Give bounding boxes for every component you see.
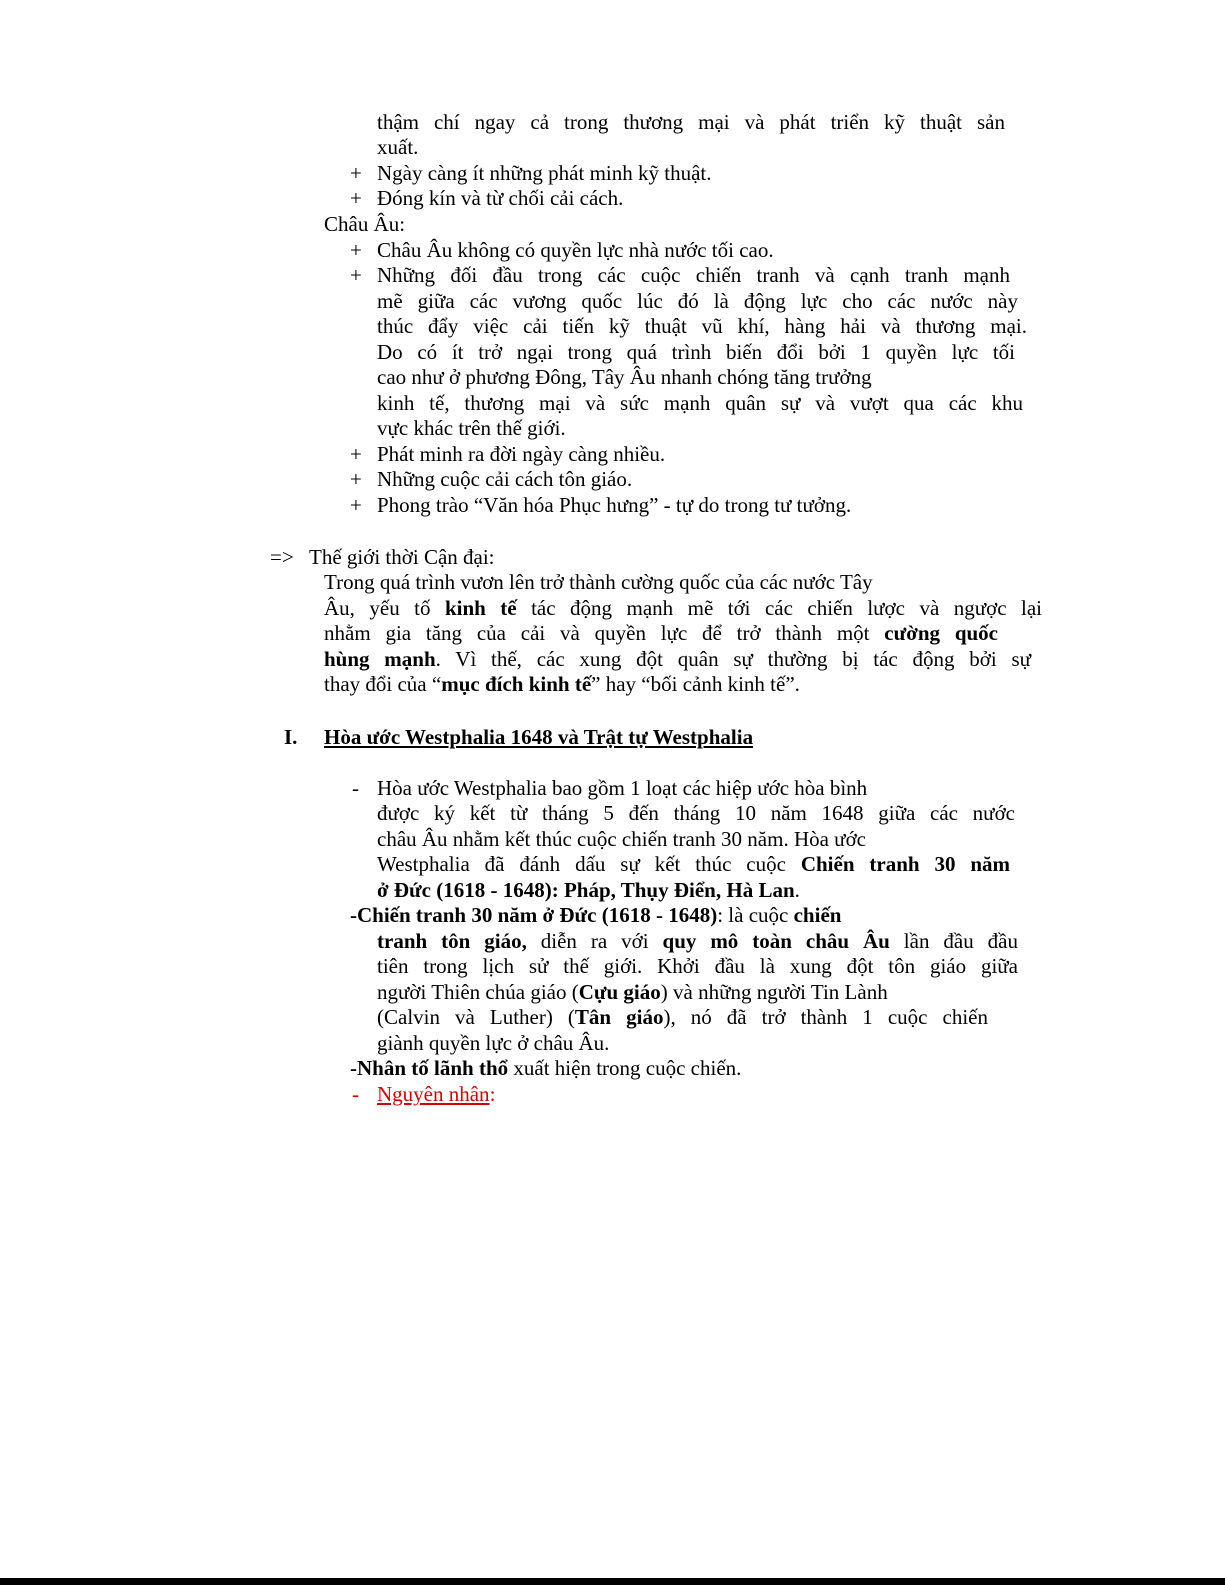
bullet-marker: + <box>350 442 362 466</box>
bullet-text-line: Những đối đầu trong các cuộc chiến tranh và cạnh tranh mạnh <box>377 263 1010 287</box>
arrow-marker: => <box>270 545 294 569</box>
bullet-text-line: cao như ở phương Đông, Tây Âu nhanh chóng tăng trưởng <box>377 365 872 389</box>
bullet-text: Ngày càng ít những phát minh kỹ thuật. <box>377 161 712 185</box>
bullet-marker: + <box>350 238 362 262</box>
bullet-marker: + <box>350 186 362 210</box>
paragraph-line: -Chiến tranh 30 năm ở Đức (1618 - 1648): là cuộc chiến <box>350 903 842 927</box>
bullet-marker: + <box>350 493 362 517</box>
bullet-text: Những cuộc cải cách tôn giáo. <box>377 467 633 491</box>
paragraph-line: tiên trong lịch sử thế giới. Khởi đầu là xung đột tôn giáo giữa <box>377 954 1018 978</box>
bullet-text: Phong trào “Văn hóa Phục hưng” - tự do trong tư tưởng. <box>377 493 852 517</box>
europe-heading: Châu Âu: <box>324 212 406 236</box>
paragraph-line: (Calvin và Luther) (Tân giáo), nó đã trở thành 1 cuộc chiến <box>377 1005 988 1029</box>
paragraph-line: ở Đức (1618 - 1648): Pháp, Thụy Điển, Hà Lan. <box>377 878 800 902</box>
paragraph-line: hùng mạnh. Vì thế, các xung đột quân sự thường bị tác động bởi sự <box>324 647 1032 671</box>
paragraph-line: thay đổi của “mục đích kinh tế” hay “bối cảnh kinh tế”. <box>324 672 800 696</box>
paragraph-line: Hòa ước Westphalia bao gồm 1 loạt các hiệp ước hòa bình <box>377 776 868 800</box>
conclusion-heading: Thế giới thời Cận đại: <box>309 545 495 569</box>
paragraph-line: Âu, yếu tố kinh tế tác động mạnh mẽ tới các chiến lược và ngược lại <box>324 596 1042 620</box>
paragraph-line: Trong quá trình vươn lên trở thành cường quốc của các nước Tây <box>324 570 873 594</box>
bullet-text-line: vực khác trên thế giới. <box>377 416 566 440</box>
bullet-text: Phát minh ra đời ngày càng nhiều. <box>377 442 666 466</box>
paragraph-line: tranh tôn giáo, diễn ra với quy mô toàn châu Âu lần đầu đầu <box>377 929 1018 953</box>
page-bottom-border <box>0 1578 1225 1585</box>
bullet-text-line: kinh tế, thương mại và sức mạnh quân sự và vượt qua các khu <box>377 391 1023 415</box>
bullet-text-line: mẽ giữa các vương quốc lúc đó là động lực cho các nước này <box>377 289 1018 313</box>
paragraph-line: giành quyền lực ở châu Âu. <box>377 1031 610 1055</box>
paragraph-line: Westphalia đã đánh dấu sự kết thúc cuộc Chiến tranh 30 năm <box>377 852 1011 876</box>
bullet-marker: + <box>350 263 362 287</box>
cause-heading: Nguyên nhân: <box>377 1082 496 1106</box>
bullet-marker: - <box>352 1082 359 1106</box>
paragraph-line: người Thiên chúa giáo (Cựu giáo) và những người Tin Lành <box>377 980 888 1004</box>
paragraph-line: châu Âu nhằm kết thúc cuộc chiến tranh 30 năm. Hòa ước <box>377 827 866 851</box>
paragraph-line: nhằm gia tăng của cải và quyền lực để trở thành một cường quốc <box>324 621 998 645</box>
bullet-text: Đóng kín và từ chối cải cách. <box>377 186 624 210</box>
bullet-marker: - <box>352 776 359 800</box>
section-number: I. <box>284 725 298 749</box>
asia-text-line: thậm chí ngay cả trong thương mại và phát triển kỹ thuật sản <box>377 110 1005 134</box>
bullet-text: Châu Âu không có quyền lực nhà nước tối cao. <box>377 238 774 262</box>
bullet-marker: + <box>350 467 362 491</box>
asia-text-line: xuất. <box>377 135 419 159</box>
paragraph-line: được ký kết từ tháng 5 đến tháng 10 năm 1648 giữa các nước <box>377 801 1015 825</box>
bullet-marker: + <box>350 161 362 185</box>
bullet-text-line: Do có ít trở ngại trong quá trình biến đổi bởi 1 quyền lực tối <box>377 340 1015 364</box>
bullet-text-line: thúc đẩy việc cải tiến kỹ thuật vũ khí, hàng hải và thương mại. <box>377 314 1027 338</box>
section-title: Hòa ước Westphalia 1648 và Trật tự Westphalia <box>324 725 754 749</box>
paragraph-line: -Nhân tố lãnh thổ xuất hiện trong cuộc chiến. <box>350 1056 742 1080</box>
